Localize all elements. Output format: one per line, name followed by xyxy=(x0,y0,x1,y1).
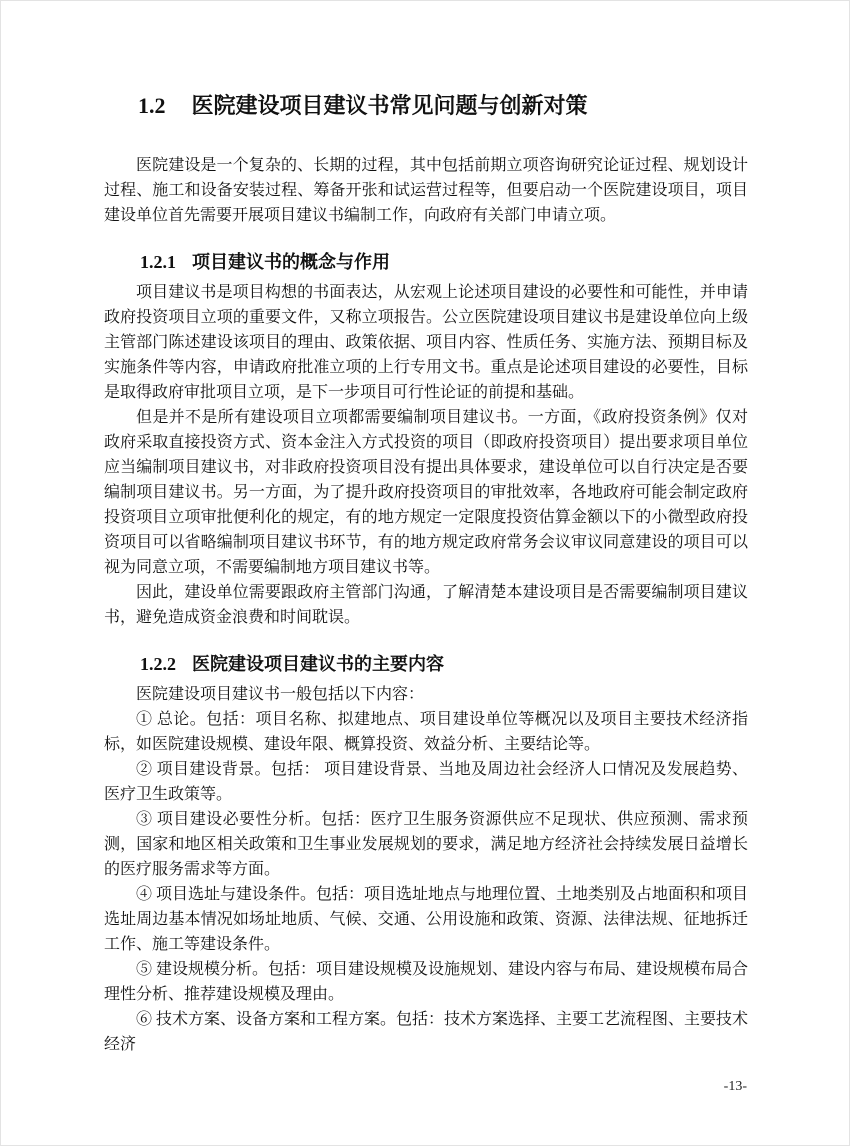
section-heading xyxy=(138,91,748,121)
subsection-title: 项目建议书的概念与作用 xyxy=(192,252,390,272)
list-item: ⑤ 建设规模分析。包括：项目建设规模及设施规划、建设内容与布局、建设规模布局合理性分析、推荐建设规模及理由。 xyxy=(104,961,749,1003)
paragraph: 但是并不是所有建设项目立项都需要编制项目建议书。一方面，《政府投资条例》仅对政府采取直接投资方式、资本金注入方式投资的项目（即政府投资项目）提出要求项目单位应当编制项目建议书，对非政府投资项目没有提出具体要求，建设单位可以自行决定是否要编制项目建议书。另一方面，为了提升政府投资项目的审批效率，各地政府可能会制定政府投资项目立项审批便利化的规定，有的地方规定一定限度投资估算金额以下的小微型政府投资项目可以省略编制项目建议书环节，有的地方规定政府常务会议审议同意建设的项目可以视为同意立项，不需要编制地方项目建议书等。 xyxy=(104,409,748,576)
list-item: ③ 项目建设必要性分析。包括：医疗卫生服务资源供应不足现状、供应预测、需求预测，国家和地区相关政策和卫生事业发展规划的要求，满足地方经济社会持续发展日益增长的医疗服务需求等方面。 xyxy=(104,811,748,878)
section-title: 医院建设项目建议书常见问题与创新对策 xyxy=(191,93,588,118)
list-item: ④ 项目选址与建设条件。包括：项目选址地点与地理位置、土地类别及占地面积和项目选址周边基本情况如场址地质、气候、交通、公用设施和政策、资源、法律法规、征地拆迁工作、施工等建设条件。 xyxy=(104,886,749,953)
list-item: ① 总论。包括：项目名称、拟建地点、项目建设单位等概况以及项目主要技术经济指标，如医院建设规模、建设年限、概算投资、效益分析、主要结论等。 xyxy=(104,711,748,753)
subsection-number: 1.2.1 xyxy=(140,252,176,272)
section-number: 1.2 xyxy=(138,93,166,118)
subsection-title: 医院建设项目建议书的主要内容 xyxy=(192,654,444,674)
lead-paragraph: 医院建设项目建议书一般包括以下内容： xyxy=(136,686,425,703)
list-item: ② 项目建设背景。包括： 项目建设背景、当地及周边社会经济人口情况及发展趋势、医疗卫生政策等。 xyxy=(104,761,748,803)
page-content xyxy=(104,1,748,1057)
list-item: ⑥ 技术方案、设备方案和工程方案。包括：技术方案选择、主要工艺流程图、主要技术经济 xyxy=(104,1011,749,1053)
page-number: -13- xyxy=(723,1079,747,1094)
subsection-heading-1 xyxy=(140,250,748,275)
paragraph: 项目建议书是项目构想的书面表达，从宏观上论述项目建设的必要性和可能性，并申请政府投资项目立项的重要文件，又称立项报告。公立医院建设项目建议书是建设单位向上级主管部门陈述建设该项目的理由、政策依据、项目内容、性质任务、实施方法、预期目标及实施条件等内容，申请政府批准立项的上行专用文书。重点是论述项目建设的必要性，目标是取得政府审批项目立项，是下一步项目可行性论证的前提和基础。 xyxy=(104,284,748,401)
paragraph: 因此，建设单位需要跟政府主管部门沟通，了解清楚本建设项目是否需要编制项目建议书，避免造成资金浪费和时间耽误。 xyxy=(104,584,748,626)
subsection-number: 1.2.2 xyxy=(140,654,176,674)
subsection-heading-2 xyxy=(140,652,748,677)
intro-paragraph: 医院建设是一个复杂的、长期的过程，其中包括前期立项咨询研究论证过程、规划设计过程、施工和设备安装过程、筹备开张和试运营过程等，但要启动一个医院建设项目，项目建设单位首先需要开展项目建议书编制工作，向政府有关部门申请立项。 xyxy=(104,157,748,224)
